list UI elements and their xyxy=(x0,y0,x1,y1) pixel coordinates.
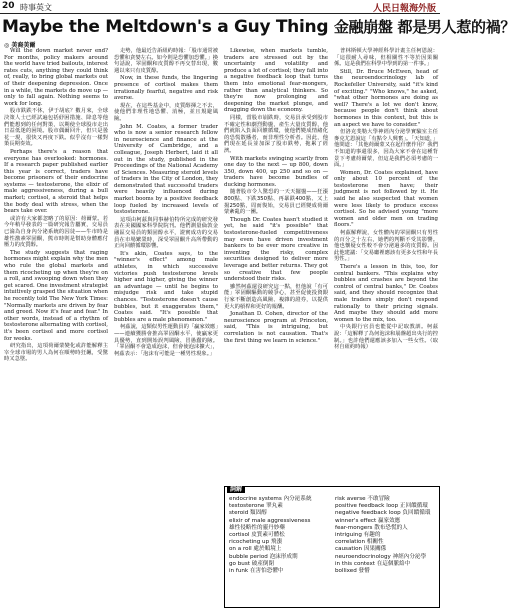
glossary-term: cortisol 皮質素可體松 xyxy=(229,532,285,539)
glossary-right-list xyxy=(335,496,439,575)
glossary-term: bollixed 發懵 xyxy=(335,568,370,575)
glossary-term: steroid 類固醇 xyxy=(229,510,267,517)
article-paragraph: John M. Coates, a former trader who is now a senior research fellow in neuroscience and finance at the University of Cambridge, and a colleague, Joseph Herbert, laid it all out in the study, published in the Proceedings of the National Academy of Sciences. Measuring steroid levels of traders in the City of London, they demonstrated that successful traders were heavily influenced during market booms by a positive feedback loop fueled by increased levels of testosterone. xyxy=(114,123,218,216)
glossary-term: testosterone 睪丸素 xyxy=(229,503,283,510)
glossary-title: 詞解 xyxy=(227,486,245,493)
masthead: 人民日報海外版 xyxy=(372,4,436,14)
section-name: 時事英文 xyxy=(20,3,52,12)
glossary-term: fear-mongers 散布恐慌的人 xyxy=(335,524,408,531)
article-paragraph: 研究指出，這項荷爾蒙變化或許能解釋主宰全球市場的男人為何在順勢時狂飆，受驚時又急墜。 xyxy=(4,343,108,363)
glossary-term: correlation 相關性 xyxy=(335,539,384,546)
article-paragraph: 柯茲解釋說，女性體內的睪固酮只有男性的百分之十左右，她們的判斷不受其影響。他也懷疑女性較不會分泌過多的皮質醇。因此他建議：「交易廳裡應該有更多女性和年長男性。」 xyxy=(334,230,438,263)
glossary-term: bubble period 泡沫形成期 xyxy=(229,553,298,560)
glossary-term: ricocheting up 飛漲 xyxy=(229,539,283,546)
article-paragraph: With markets swinging scarily from one day to the next — up 800, down 350, down 400, up 250 and so on — traders have become bundles of ducking hormones. xyxy=(224,155,328,188)
article-paragraph: Women, Dr. Coates explained, have only about 10 percent of the testosterone men have; their judgment is not followed by it. He said he also suspected that women were less likely to produce excess cortisol. So he advised young "more women and older men on trading floors." xyxy=(334,169,438,229)
article-paragraph: Though Dr. Coates hasn't studied it yet, he said "it's possible" that testosterone-fueled competitiveness may even have driven investment bankers to be ever more creative in inventing the risky, complex securities designed to deliver more leverage and better returns. They got so creative that few people understood their risks. xyxy=(224,216,328,283)
page-number: 20 xyxy=(2,1,15,11)
headline-english: Maybe the Meltdown's a Guy Thing xyxy=(2,17,329,37)
glossary-term: on a roll 處於順境上 xyxy=(229,546,282,553)
article-paragraph: 這項由柯茲與同事赫伯特所完成的研究發表在美國國家科學院院刊。他們測量倫敦金融區交易員的類固醇水平，證實成功的交易員在市場繁榮時，深受睪固酮升高所帶動的正向回饋循環影響。 xyxy=(114,216,218,250)
article-paragraph: 走勢，他最近告訴紐約時報：「股市通常被恐懼和貪婪左右。如今則是恐懼加恐懼。」換句話說，睪固酮和皮質醇不再交替出現，數週以來只有皮質醇。 xyxy=(114,48,218,74)
article-column-1 xyxy=(4,48,108,604)
glossary-term: causation 因果關係 xyxy=(335,546,387,553)
article-column-2 xyxy=(114,48,218,604)
glossary-box xyxy=(224,486,440,608)
glossary-term: positive feedback loop 正回饋循環 xyxy=(335,503,428,510)
article-paragraph: It's akin, Coates says, to the "winner's effect" among male athletes, in which successive victories push testosterone levels higher and higher, giving the winner an advantage — until he begins to misjudge risk and take stupid chances. "Testosterone doesn't cause bubbles, but it exaggerates them," Coates said. "It's possible that bubbles are a male phenomenon." xyxy=(114,250,218,323)
glossary-term: neuroendocrinology 神經內分泌學 xyxy=(335,553,427,560)
article-paragraph: Likewise, when markets tumble, traders are stressed out by the uncertainty and volatility and produce a lot of cortisol; they fall into a negative feedback loop that turns them into emotional fear-mongers, rather than analytical thinkers. So they're now prolonging and deepening the market plunge, and dragging down the economy. xyxy=(224,48,328,114)
glossary-term: winner's effect 贏家效應 xyxy=(335,517,401,524)
glossary-term: go bust 破產倒閉 xyxy=(229,560,275,567)
article-paragraph: 柯茲說，這類似男性運動員的「贏家效應」——連續獲勝會推高睪固酮水平，使贏家更具優勢，直到開始誤判風險、冒愚蠢的險。「睪固酮不會造成泡沫，但會使泡沫擴大」，柯茲表示：「泡沫有可能是一種男性現象。」 xyxy=(114,324,218,357)
article-paragraph: 現在，在這些基金中，皮質醇揮之不去，使他們非理性地恐懼、消極，並且規避風險。 xyxy=(114,102,218,122)
article-paragraph: 但洛克斐勒大學神經內分泌學實驗室主任麥克尤恩說這「有點令人興奮」。「天知道，」他問道：「其他荷爾蒙又在起什麼作用？我們不知道的事還很多，因為大家不會在這種背景下考慮荷爾蒙，但這是我們必須考慮的一面。」 xyxy=(334,129,438,169)
article-paragraph: 普林斯頓大學神經科學計畫主任柯恩說：「這很耐人尋味，但相關性不等於因果關係。這是我們在科學中學到的第一件事。」 xyxy=(334,48,438,68)
glossary-term: intriguing 有趣的 xyxy=(335,532,381,539)
article-paragraph: Now, in these funds, the lingering presence of cortisol makes them irrationally fearful, negative and risk averse. xyxy=(114,75,218,102)
article-paragraph: 中央銀行官員也能從中記取教訓。柯茲說：「這解釋了為何泡沫和崩盤超出央行的控制。」也許他們還應該多加入一些女性。（取材自紐約時報） xyxy=(334,324,438,351)
article-paragraph: 雖然柯茲還沒研究這一點，但他說「有可能」睪固酮驅動的競爭心，甚至促使投資銀行家不斷創造高風險、複雜的證券，以提供更大的槓桿和更好的報酬。 xyxy=(224,283,328,310)
article-paragraph: 股市跌跌不休，伊于胡底？數月來，全球決策人士已經試遍包括紓困措施、降息等他們能想到的任何對策，以期使全球股市走出日益低迷的困境。股市偶爾回升，但只是曇花一現，很快又再度下跌。似乎沒有一樣對策長期奏效。 xyxy=(4,108,108,148)
glossary-term: in this context 在這個脈絡中 xyxy=(335,560,411,567)
glossary-term: endocrine systems 內分泌系統 xyxy=(229,496,312,502)
page-header xyxy=(0,0,440,14)
article-paragraph: Perhaps there's a reason that everyone has overlooked: hormones. If a research paper published earlier this year is correct, traders have become prisoners of their endocrine systems — testosterone, the elixir of male aggressiveness, during a bull market; cortisol, a steroid that helps the body deal with stress, when the bears take over. xyxy=(4,148,108,215)
article-paragraph: 同樣，當股市崩跌時，交易員承受到股市不確定性和劇烈動盪，產生大量皮質醇，他們就陷入負面回饋循環，使他們變成情緒化的恐慌散播者，而非理性分析者。因此，他們現在延長並加深了股市跌勢，拖累了經濟。 xyxy=(224,114,328,154)
glossary-term: negative feedback loop 負回饋循環 xyxy=(335,510,431,517)
glossary-term: in funk 在害怕恐懼中 xyxy=(229,568,284,575)
glossary-left-list xyxy=(229,496,333,575)
article-paragraph: The study suggests that raging hormones might explain why the men who rule the global markets and them ricocheting up when they're on a roll, and swooping down when they get scared. One investment strategist intuitively grasped the situation when he recently told The New York Times: "Normally markets are driven by fear and greed. Now it's fear and fear." In other words, instead of a rhythm of testosterone alternating with cortisol, it's been cortisol and more cortisol for weeks. xyxy=(4,249,108,342)
glossary-term: risk averse 不敢冒險 xyxy=(335,496,390,502)
article-paragraph: 隨著股市令人驚恐的一天天擺盪——狂漲800點、下跌350點、再暴跌400點、又上揚250點，周而復始，交易員已經變成荷爾蒙紊亂的一團。 xyxy=(224,189,328,216)
article-paragraph: Will the down market never end? For months, policy makers around the world have tried bailouts, interest rates cuts, anything they could think of, really, to bring global markets out of their deepening depression. Once in a while, the markets do move up — only to fall again. Nothing seems to work for long. xyxy=(4,48,108,107)
glossary-term: elixir of male aggressiveness xyxy=(229,517,311,524)
byline: ◎ 美裔美爾 xyxy=(4,42,36,49)
article-paragraph: 或許有大家都忽略了的原因：荷爾蒙。若今年稍早發表的一篇研究報告屬實，交易員已淪為自身內分泌系統的囚徒——牛市時是雄性激素睪固酮，熊市時則是幫助身體應付壓力的皮質醇。 xyxy=(4,215,108,249)
article-paragraph: Jonathan D. Cohen, director of the neuroscience program at Princeton, said, "This is intriguing, but correlation is not causation. That's the first thing we learn in science." xyxy=(224,311,328,344)
headline-chinese: 金融崩盤 都是男人惹的禍？ xyxy=(333,18,515,36)
headline xyxy=(2,16,515,38)
article-paragraph: There's a lesson in this, too, for central bankers. "This explains why bubbles and crashes are beyond the control of central banks," Dr. Coates said, and they should recognize that male traders simply don't respond rationally to their pricing signals. And maybe they should add more women to the mix, too. xyxy=(334,264,438,323)
article-paragraph: Still, Dr. Bruce McEwen, head of the neuroendocrinology lab of Rockefeller University, said "it's kind of exciting." "Who knows," he asked, "what other hormones are doing as well? There's a lot we don't know, because people don't think about hormones in this context, but this is an aspect we have to consider." xyxy=(334,68,438,128)
glossary-term: 雄性侵略性的靈丹妙藥 xyxy=(229,524,285,531)
